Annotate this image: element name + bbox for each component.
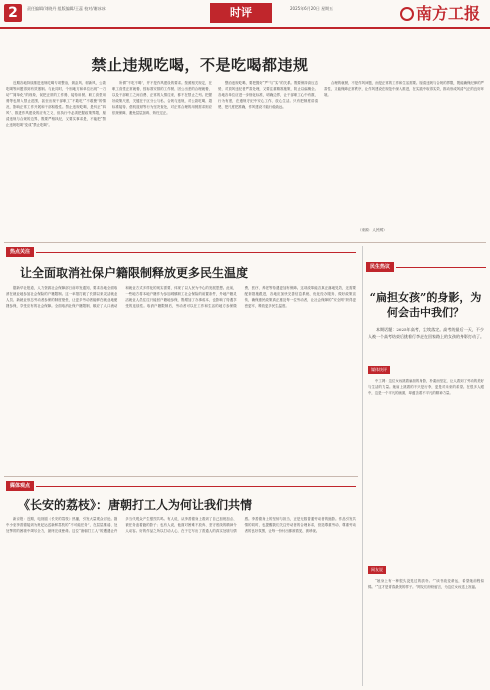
brand-logo [400, 1, 480, 24]
issue-date: 2025年6月20日 星期五 [290, 6, 334, 11]
article1-column-4 [324, 80, 484, 222]
article4-tag: 民生热议 [366, 262, 394, 272]
right-column-divider [362, 246, 363, 686]
article3-text: 新京报：近期，电视剧《长安的荔枝》热播，引发大量观众讨论。剧中小吏李善德接到为贵妃运送新鲜荔枝的“不可能任务”，在层层推诿、处处掣肘的困境中竭尽全力，最终完成使命。这位“唐朝打工人”的遭遇让许多当代观众产生强烈共鸣。有人说，从李善德身上看到了自己加班加点、被任务追着跑的影子；也有人说，他面对困难不放弃、坚守底线的精神令人动容。好的作品之所以打动人心，在于它写出了普通人的真实处境与情感。李善德身上的坚韧与担当，正是无数普通劳动者的缩影。作品引发共情的同时，也提醒我们关注劳动者的合理诉求，营造尊重劳动、尊重劳动者的良好氛围，让每一份付出都被看见、被珍视。 [6, 517, 356, 533]
article1-text-2: 所谓“不吃不喝”，并不是作风建设的要求。按照相关规定，在职工食堂正常就餐、按标准安排的工作餐、因公出差的合理就餐，以及干部职工之间自费、正常的人情往来，都不在禁止之列。把握好政策尺度，关键在于区分公与私、合规与违规，对公款吃喝、超标准接待、借机敛财等行为坚决查处，对正常合理的用餐需求则应依规保障，避免层层加码、矫枉过正。 [112, 81, 212, 115]
article4-body-2 [368, 578, 484, 686]
article4-lead [368, 326, 484, 362]
article4-text-2: “她身上有一种很久没见过的质朴。”“读书改变命运，希望她前程似锦。”“这才是青春最美的样子。”网友们纷纷留言，为这位女孩送上祝福。 [368, 579, 484, 589]
section-title: 时评 [210, 3, 272, 23]
article1-column-1 [6, 80, 106, 240]
article1-text-4: 合理的就餐，不是作风问题，而是正常的工作和生活需要。厘清违规与合规的界限，既能确保纪律的严肃性，又能保障正常秩序，让作风建设在规范中深入推进，在实践中取得实效，推动形成风清气正的良好环境。 [324, 81, 484, 97]
article4-section-bar [366, 262, 486, 272]
page-header [0, 0, 490, 30]
article4-title: “扁担女孩”的身影，为何会击中我们？ [369, 291, 482, 319]
article2-text: 据新华社报道，人力资源社会保障部日前印发通知，要求各地全面取消在就业地参加社会保险的户籍限制。这一举措打破了长期以来灵活就业人员、新就业形态劳动者参保的制度壁垒，让更多劳动者能够在就业地便捷参保，享受应有的社会保障。全面取消社保户籍限制，顺应了人口流动和就业方式多样化的现实需要，体现了以人民为中心的发展思想。此前，一些地方将本地户籍作为参加城镇职工社会保险的前置条件，外地户籍灵活就业人员往往只能回户籍地参保，既增加了办事成本，也影响了待遇享受的连续性。取消户籍限制后，劳动者可以在工作和生活的地方参保缴费，医疗、养老等待遇更加有保障。这项改革能否真正落地见效，还需要配套措施跟进，各地应加快完善信息系统、优化经办服务、做好政策宣传，确保惠民政策真正惠及每一位劳动者，让社会保障的“安全网”织得更密更牢，释放更多民生温度。 [6, 286, 356, 308]
article3-tag-line [36, 486, 356, 487]
article2-body [6, 285, 356, 473]
article3-body [6, 516, 356, 686]
article1-text-1: 近期各地持续推进违规吃喝专项整治，刹歪风、树新风，公款吃喝等问题得到有效遏制。与此同时，个别地方和单位出现“一刀切”“简单化”的现象，误把正常的工作餐、接待用餐、职工食堂用餐等也纳入禁止范围，甚至出现干部职工“不敢吃”“不敢聚”的情况，影响正常工作开展和干部积极性。禁止违规吃喝，是纠正“四风”、推进作风建设的应有之义，但执行中必须把握政策界限，厘清违规与合规的边界，既要严格执纪，又要实事求是，不能把“禁止违规吃喝”变成“禁止吃喝”。 [6, 81, 106, 127]
article4-body-1 [368, 378, 484, 558]
article4-text-1: 中工网：这位女孩挑着扁担的身影，朴素而坚定，让人看到了劳动的美好与生活的力量。她肩上挑着的不只是行李，更是对未来的希望。在很多人眼中，这是一个平凡的画面，却蕴含着不平凡的精神力量。 [368, 379, 484, 395]
article2-tag: 热点关注 [6, 247, 34, 257]
article4-lead-text: 本期话题：2025年高考，尘埃落定。高考的最后一天，不少人被一个高考结束后挑着行李走在回家路上的女孩的身影打动了。 [368, 327, 484, 339]
article3-section-bar [6, 481, 356, 491]
article1-column-3 [218, 80, 318, 240]
article4-subhead-1: 媒体快评 [368, 366, 390, 374]
article2-divider [4, 476, 358, 477]
article4-subhead-2: 网友说 [368, 566, 386, 574]
brand-name: 南方工报 [416, 4, 481, 23]
article1-divider [4, 242, 486, 243]
page-number: 2 [4, 4, 22, 22]
editor-meta: 责任编辑/刘晓丹 组版编辑/王蕊 校对/谢冰冰 [27, 6, 106, 11]
article1-title: 禁止违规吃喝，不是吃喝都违规 [91, 56, 309, 74]
header-rule [0, 27, 490, 29]
article2-section-bar [6, 247, 356, 257]
article2-tag-line [36, 252, 356, 253]
article1-text-3: 整治违规吃喝，要把握好“严”与“实”的关系。既要保持高压态势，对顶风违纪者严肃处理，又要注重精准施策，防止以偏概全。各地各单位应进一步细化标准，明确边界，让干部职工心中有数、行为有度，在遵规守纪中安心工作、放心生活。只有把制度讲清楚、把尺度把准确，作风建设才能行稳致远。 [218, 81, 318, 109]
article1-column-2 [112, 80, 212, 240]
article4-tag-line [396, 267, 486, 268]
article2-title: 让全面取消社保户籍限制释放更多民生温度 [20, 266, 249, 280]
article1-source: （来源：人民网） [358, 228, 387, 232]
article3-tag: 媒体观点 [6, 481, 34, 491]
article3-title: 《长安的荔枝》：唐朝打工人为何让我们共情 [18, 498, 253, 512]
brand-mark-icon [400, 7, 414, 21]
